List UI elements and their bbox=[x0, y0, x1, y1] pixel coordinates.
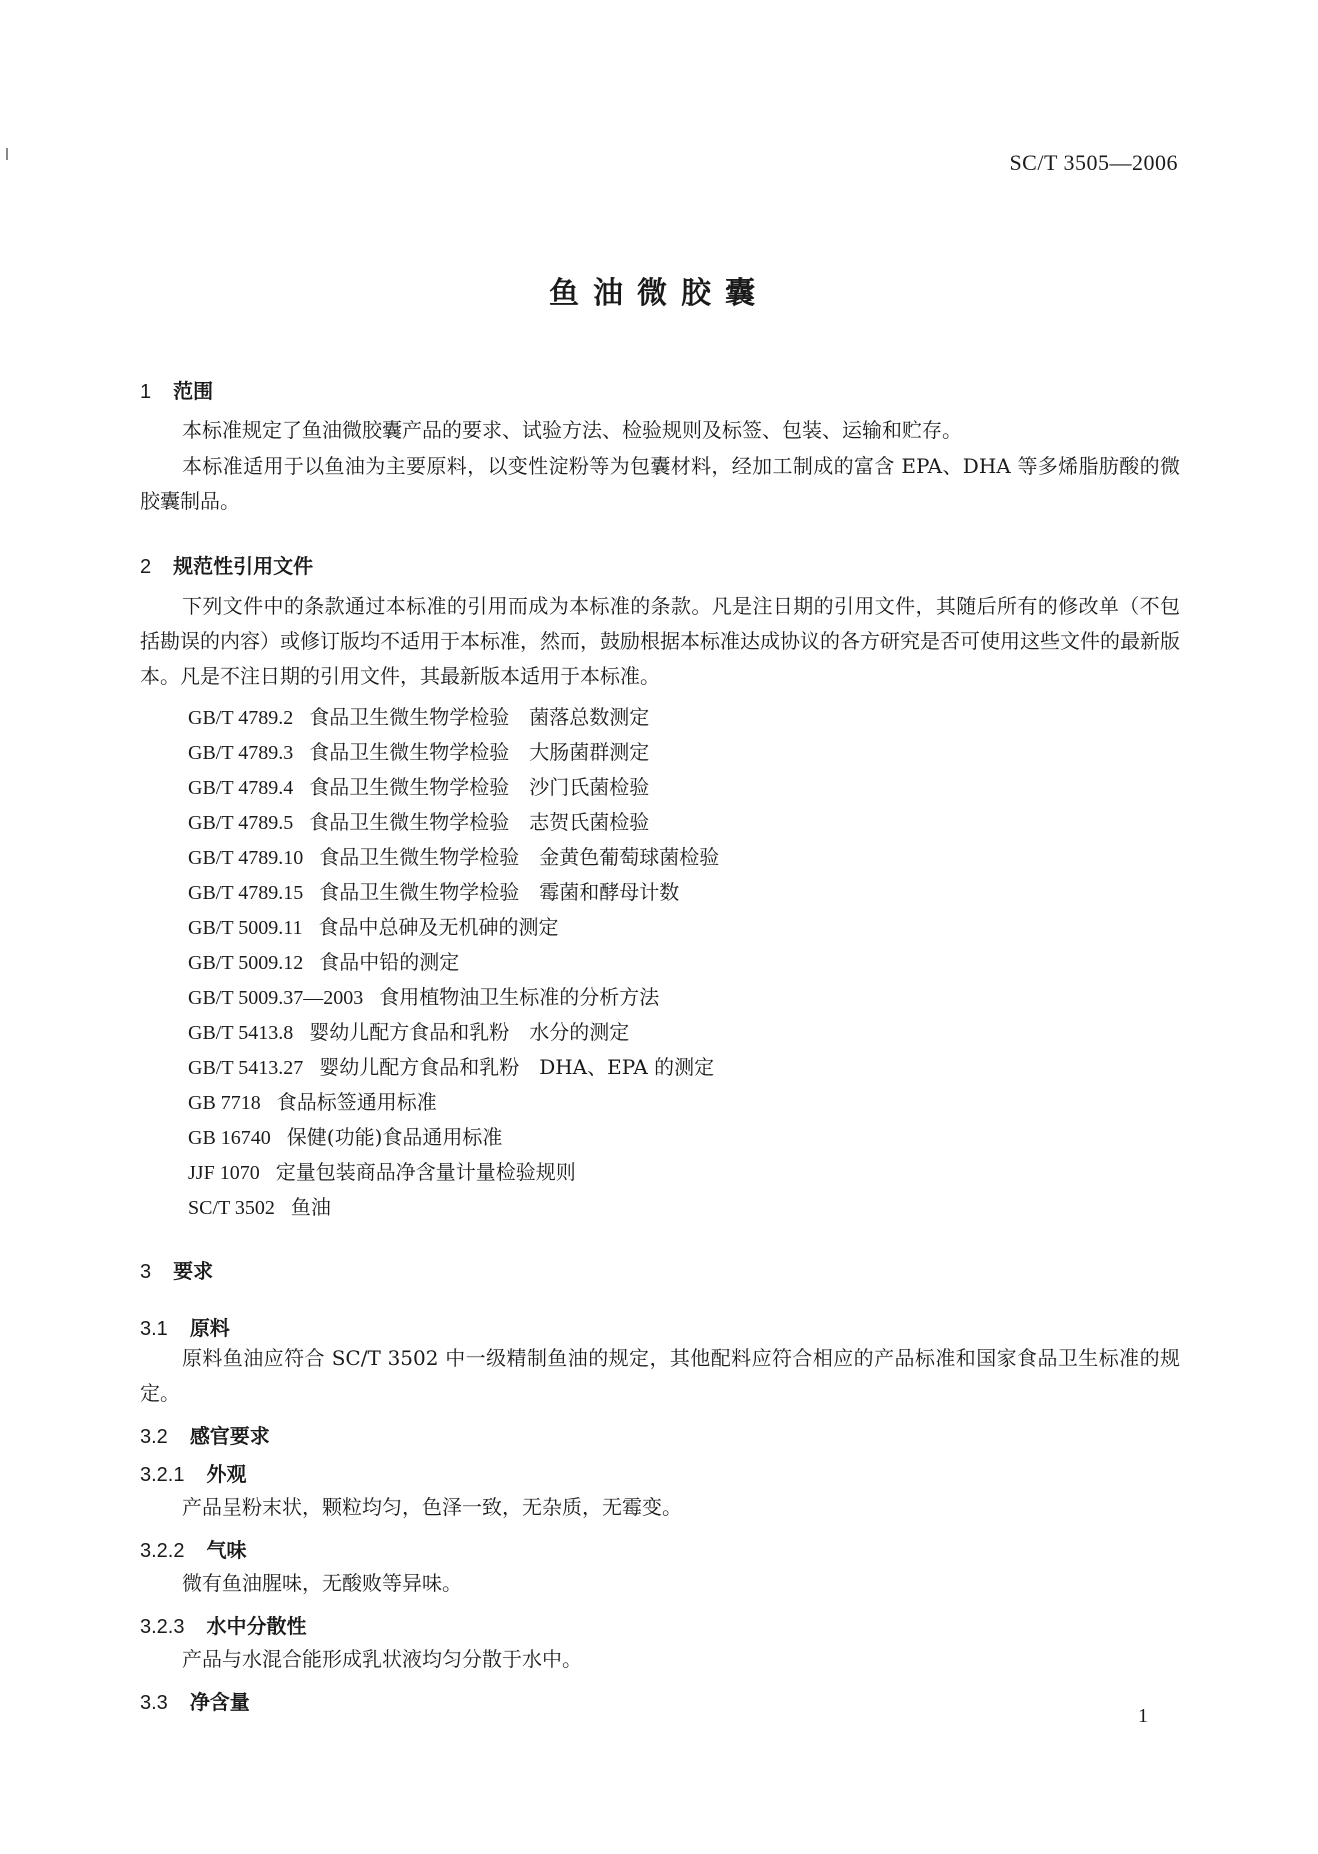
reference-code: GB 7718 bbox=[188, 1092, 261, 1114]
reference-item bbox=[188, 735, 719, 770]
section-number: 3 bbox=[140, 1261, 152, 1283]
reference-code: SC/T 3502 bbox=[188, 1197, 275, 1219]
section-3-heading bbox=[140, 1255, 213, 1284]
reference-item bbox=[188, 840, 719, 875]
reference-name: 食用植物油卫生标准的分析方法 bbox=[379, 985, 660, 1009]
reference-name: 食品卫生微生物学检验 霉菌和酵母计数 bbox=[319, 880, 680, 904]
section-2-paragraph-1: 下列文件中的条款通过本标准的引用而成为本标准的条款。凡是注日期的引用文件，其随后所有的修改单（不包括勘误的内容）或修订版均不适用于本标准，然而，鼓励根据本标准达成协议的各方研究是否可使用这些文件的最新版本。凡是不注日期的引用文件，其最新版本适用于本标准。 bbox=[140, 594, 1180, 688]
section-number: 1 bbox=[140, 381, 152, 403]
section-3-1-paragraph: 原料鱼油应符合 SC/T 3502 中一级精制鱼油的规定，其他配料应符合相应的产品标准和国家食品卫生标准的规定。 bbox=[140, 1346, 1180, 1405]
reference-item bbox=[188, 1190, 719, 1225]
section-3-2-2-paragraph: 微有鱼油腥味，无酸败等异味。 bbox=[182, 1571, 462, 1595]
reference-item bbox=[188, 700, 719, 735]
section-number: 3.2.2 bbox=[140, 1540, 185, 1562]
reference-code: GB/T 5009.12 bbox=[188, 952, 304, 974]
section-3-2-3-paragraph: 产品与水混合能形成乳状液均匀分散于水中。 bbox=[182, 1647, 582, 1671]
reference-name: 定量包装商品净含量计量检验规则 bbox=[275, 1160, 576, 1184]
section-number: 3.1 bbox=[140, 1318, 168, 1340]
reference-name: 食品卫生微生物学检验 菌落总数测定 bbox=[309, 705, 650, 729]
reference-code: JJF 1070 bbox=[188, 1162, 260, 1184]
reference-code: GB/T 4789.3 bbox=[188, 742, 294, 764]
section-number: 3.2.1 bbox=[140, 1464, 185, 1486]
reference-name: 食品卫生微生物学检验 金黄色葡萄球菌检验 bbox=[319, 845, 720, 869]
section-3-2-3-heading bbox=[140, 1610, 306, 1639]
reference-code: GB/T 5413.27 bbox=[188, 1057, 304, 1079]
section-title: 范围 bbox=[173, 379, 214, 403]
section-number: 2 bbox=[140, 556, 152, 578]
reference-item bbox=[188, 1120, 719, 1155]
reference-code: GB 16740 bbox=[188, 1127, 271, 1149]
section-title: 原料 bbox=[189, 1316, 230, 1340]
section-3-2-1-heading bbox=[140, 1458, 246, 1487]
reference-code: GB/T 4789.4 bbox=[188, 777, 294, 799]
section-3-3-heading bbox=[140, 1686, 250, 1715]
reference-name: 食品卫生微生物学检验 志贺氏菌检验 bbox=[309, 810, 650, 834]
reference-name: 婴幼儿配方食品和乳粉 DHA、EPA 的测定 bbox=[319, 1055, 715, 1079]
reference-item bbox=[188, 1015, 719, 1050]
section-title: 气味 bbox=[206, 1538, 247, 1562]
section-3-2-heading bbox=[140, 1420, 270, 1449]
section-title: 感官要求 bbox=[189, 1424, 270, 1448]
section-2-heading bbox=[140, 550, 313, 579]
reference-name: 婴幼儿配方食品和乳粉 水分的测定 bbox=[309, 1020, 630, 1044]
section-1-paragraph-2: 本标准适用于以鱼油为主要原料，以变性淀粉等为包囊材料，经加工制成的富含 EPA、DHA 等多烯脂肪酸的微胶囊制品。 bbox=[140, 454, 1180, 513]
section-3-2-1-paragraph: 产品呈粉末状，颗粒均匀，色泽一致，无杂质，无霉变。 bbox=[182, 1495, 682, 1519]
reference-code: GB/T 4789.2 bbox=[188, 707, 294, 729]
normative-references-list bbox=[188, 700, 719, 1225]
reference-code: GB/T 5009.37—2003 bbox=[188, 987, 364, 1009]
reference-item bbox=[188, 910, 719, 945]
section-number: 3.3 bbox=[140, 1692, 168, 1714]
reference-name: 鱼油 bbox=[290, 1195, 331, 1219]
reference-name: 食品卫生微生物学检验 大肠菌群测定 bbox=[309, 740, 650, 764]
reference-item bbox=[188, 805, 719, 840]
section-title: 水中分散性 bbox=[206, 1614, 307, 1638]
reference-item bbox=[188, 1050, 719, 1085]
reference-name: 食品中铅的测定 bbox=[319, 950, 460, 974]
reference-item bbox=[188, 875, 719, 910]
section-title: 规范性引用文件 bbox=[173, 554, 314, 578]
reference-item bbox=[188, 770, 719, 805]
page-number: 1 bbox=[1138, 1705, 1148, 1727]
reference-name: 食品中总砷及无机砷的测定 bbox=[318, 915, 559, 939]
reference-name: 保健(功能)食品通用标准 bbox=[286, 1125, 503, 1149]
standard-code: SC/T 3505—2006 bbox=[1009, 150, 1178, 175]
reference-code: GB/T 4789.15 bbox=[188, 882, 304, 904]
section-3-2-2-heading bbox=[140, 1534, 246, 1563]
scan-mark bbox=[6, 148, 8, 160]
reference-item bbox=[188, 980, 719, 1015]
reference-item bbox=[188, 945, 719, 980]
reference-name: 食品标签通用标准 bbox=[276, 1090, 437, 1114]
section-number: 3.2 bbox=[140, 1426, 168, 1448]
reference-name: 食品卫生微生物学检验 沙门氏菌检验 bbox=[309, 775, 650, 799]
reference-code: GB/T 5413.8 bbox=[188, 1022, 294, 1044]
reference-code: GB/T 4789.10 bbox=[188, 847, 304, 869]
section-title: 外观 bbox=[206, 1462, 247, 1486]
section-number: 3.2.3 bbox=[140, 1616, 185, 1638]
document-title: 鱼油微胶囊 bbox=[549, 276, 769, 311]
section-1-heading bbox=[140, 375, 213, 404]
reference-item bbox=[188, 1085, 719, 1120]
section-title: 净含量 bbox=[189, 1690, 250, 1714]
section-3-1-heading bbox=[140, 1312, 230, 1341]
reference-item bbox=[188, 1155, 719, 1190]
section-1-paragraph-1: 本标准规定了鱼油微胶囊产品的要求、试验方法、检验规则及标签、包装、运输和贮存。 bbox=[182, 418, 962, 442]
section-title: 要求 bbox=[173, 1259, 214, 1283]
reference-code: GB/T 4789.5 bbox=[188, 812, 294, 834]
reference-code: GB/T 5009.11 bbox=[188, 917, 303, 939]
